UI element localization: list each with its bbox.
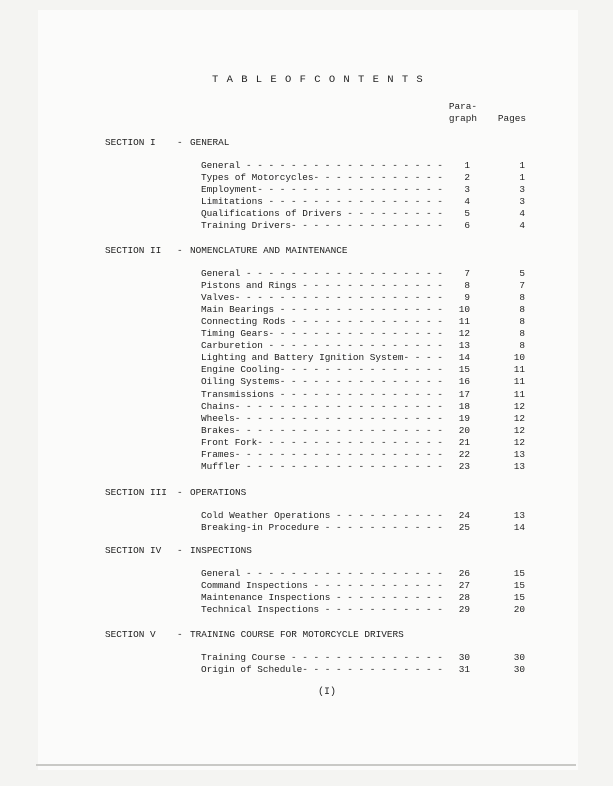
toc-entry-label: Qualifications of Drivers - - - - - - - - - <box>201 208 443 219</box>
toc-entry-page: 8 <box>519 328 525 339</box>
toc-entry-page: 11 <box>513 389 525 400</box>
toc-entry-label: Carburetion - - - - - - - - - - - - - - - - <box>201 340 443 351</box>
toc-entry-page: 8 <box>519 304 525 315</box>
toc-entry-label: Muffler - - - - - - - - - - - - - - - - - - <box>201 461 443 472</box>
toc-entry-page: 10 <box>513 352 525 363</box>
toc-entry-paragraph: 18 <box>458 401 470 412</box>
toc-entry-page: 12 <box>513 413 525 424</box>
toc-entry-page: 30 <box>513 652 525 663</box>
section-name: GENERAL <box>190 137 230 148</box>
toc-entry-paragraph: 27 <box>458 580 470 591</box>
toc-entry-page: 20 <box>513 604 525 615</box>
toc-entry-page: 15 <box>513 580 525 591</box>
toc-entry-label: Lighting and Battery Ignition System- - - - <box>201 352 443 363</box>
section-number: SECTION III <box>105 487 167 498</box>
section-name: INSPECTIONS <box>190 545 252 556</box>
toc-entry-paragraph: 2 <box>464 172 470 183</box>
section-number: SECTION IV <box>105 545 162 556</box>
section-name: OPERATIONS <box>190 487 247 498</box>
toc-entry-paragraph: 5 <box>464 208 470 219</box>
page-edge <box>36 764 576 766</box>
page-title: T A B L E O F C O N T E N T S <box>212 74 424 86</box>
toc-entry-label: Main Bearings - - - - - - - - - - - - - - - <box>201 304 443 315</box>
toc-entry-label: Technical Inspections - - - - - - - - - - - <box>201 604 443 615</box>
toc-entry-label: Pistons and Rings - - - - - - - - - - - - - <box>201 280 443 291</box>
toc-entry-page: 15 <box>513 592 525 603</box>
toc-entry-label: Training Drivers- - - - - - - - - - - - - - <box>201 220 443 231</box>
section-number: SECTION II <box>105 245 162 256</box>
toc-entry-label: Brakes- - - - - - - - - - - - - - - - - - - <box>201 425 443 436</box>
toc-entry-label: Origin of Schedule- - - - - - - - - - - - - <box>201 664 443 675</box>
toc-entry-page: 11 <box>513 376 525 387</box>
toc-entry-paragraph: 16 <box>458 376 470 387</box>
toc-entry-label: Wheels- - - - - - - - - - - - - - - - - - - <box>201 413 443 424</box>
toc-entry-paragraph: 9 <box>464 292 470 303</box>
section-dash: - <box>177 629 183 640</box>
section-dash: - <box>177 137 183 148</box>
toc-entry-page: 7 <box>519 280 525 291</box>
toc-entry-paragraph: 28 <box>458 592 470 603</box>
toc-entry-label: Limitations - - - - - - - - - - - - - - - - <box>201 196 443 207</box>
toc-entry-label: Chains- - - - - - - - - - - - - - - - - - - <box>201 401 443 412</box>
section-name: NOMENCLATURE AND MAINTENANCE <box>190 245 348 256</box>
toc-entry-label: Timing Gears- - - - - - - - - - - - - - - - <box>201 328 443 339</box>
toc-entry-label: General - - - - - - - - - - - - - - - - - - <box>201 268 443 279</box>
toc-entry-page: 12 <box>513 425 525 436</box>
toc-entry-paragraph: 21 <box>458 437 470 448</box>
toc-entry-paragraph: 15 <box>458 364 470 375</box>
toc-entry-page: 1 <box>519 160 525 171</box>
toc-entry-paragraph: 19 <box>458 413 470 424</box>
section-dash: - <box>177 245 183 256</box>
toc-entry-page: 15 <box>513 568 525 579</box>
toc-entry-paragraph: 3 <box>464 184 470 195</box>
toc-entry-paragraph: 10 <box>458 304 470 315</box>
toc-entry-label: Engine Cooling- - - - - - - - - - - - - - - <box>201 364 443 375</box>
toc-entry-paragraph: 23 <box>458 461 470 472</box>
paragraph-column-header: Para- graph <box>448 101 478 124</box>
toc-entry-paragraph: 24 <box>458 510 470 521</box>
toc-entry-paragraph: 25 <box>458 522 470 533</box>
toc-entry-page: 3 <box>519 184 525 195</box>
toc-entry-page: 30 <box>513 664 525 675</box>
section-dash: - <box>177 487 183 498</box>
toc-entry-paragraph: 13 <box>458 340 470 351</box>
toc-entry-paragraph: 31 <box>458 664 470 675</box>
toc-entry-page: 13 <box>513 461 525 472</box>
section-dash: - <box>177 545 183 556</box>
toc-entry-paragraph: 11 <box>458 316 470 327</box>
toc-entry-paragraph: 29 <box>458 604 470 615</box>
toc-entry-paragraph: 7 <box>464 268 470 279</box>
toc-entry-label: Front Fork- - - - - - - - - - - - - - - - - <box>201 437 443 448</box>
section-name: TRAINING COURSE FOR MOTORCYCLE DRIVERS <box>190 629 404 640</box>
toc-entry-label: Training Course - - - - - - - - - - - - - - <box>201 652 443 663</box>
toc-entry-page: 5 <box>519 268 525 279</box>
toc-entry-paragraph: 22 <box>458 449 470 460</box>
toc-entry-page: 8 <box>519 316 525 327</box>
toc-entry-paragraph: 8 <box>464 280 470 291</box>
toc-entry-page: 12 <box>513 437 525 448</box>
toc-entry-label: Frames- - - - - - - - - - - - - - - - - - - <box>201 449 443 460</box>
toc-entry-page: 8 <box>519 292 525 303</box>
toc-entry-page: 4 <box>519 220 525 231</box>
toc-entry-page: 12 <box>513 401 525 412</box>
toc-entry-page: 11 <box>513 364 525 375</box>
toc-entry-page: 8 <box>519 340 525 351</box>
toc-entry-page: 4 <box>519 208 525 219</box>
pages-column-header: Pages <box>497 113 527 124</box>
toc-entry-label: Breaking-in Procedure - - - - - - - - - - - <box>201 522 443 533</box>
toc-entry-label: Valves- - - - - - - - - - - - - - - - - - - <box>201 292 443 303</box>
toc-entry-label: Employment- - - - - - - - - - - - - - - - - <box>201 184 443 195</box>
toc-entry-page: 3 <box>519 196 525 207</box>
toc-entry-label: Connecting Rods - - - - - - - - - - - - - - <box>201 316 443 327</box>
toc-entry-label: Oiling Systems- - - - - - - - - - - - - - - <box>201 376 443 387</box>
toc-entry-paragraph: 20 <box>458 425 470 436</box>
section-number: SECTION I <box>105 137 156 148</box>
toc-entry-label: Maintenance Inspections - - - - - - - - - - <box>201 592 443 603</box>
toc-entry-page: 13 <box>513 449 525 460</box>
toc-entry-paragraph: 6 <box>464 220 470 231</box>
toc-entry-paragraph: 14 <box>458 352 470 363</box>
toc-entry-page: 1 <box>519 172 525 183</box>
toc-entry-label: Types of Motorcycles- - - - - - - - - - - - <box>201 172 443 183</box>
toc-entry-label: Command Inspections - - - - - - - - - - - - <box>201 580 443 591</box>
toc-entry-label: Cold Weather Operations - - - - - - - - - - <box>201 510 443 521</box>
toc-entry-paragraph: 12 <box>458 328 470 339</box>
toc-entry-label: General - - - - - - - - - - - - - - - - - - <box>201 160 443 171</box>
toc-entry-paragraph: 30 <box>458 652 470 663</box>
toc-entry-paragraph: 4 <box>464 196 470 207</box>
toc-entry-page: 14 <box>513 522 525 533</box>
toc-entry-label: Transmissions - - - - - - - - - - - - - - - <box>201 389 443 400</box>
toc-entry-paragraph: 17 <box>458 389 470 400</box>
toc-entry-paragraph: 26 <box>458 568 470 579</box>
section-number: SECTION V <box>105 629 156 640</box>
toc-entry-label: General - - - - - - - - - - - - - - - - - - <box>201 568 443 579</box>
page-number: (I) <box>318 687 337 698</box>
toc-entry-page: 13 <box>513 510 525 521</box>
toc-entry-paragraph: 1 <box>464 160 470 171</box>
